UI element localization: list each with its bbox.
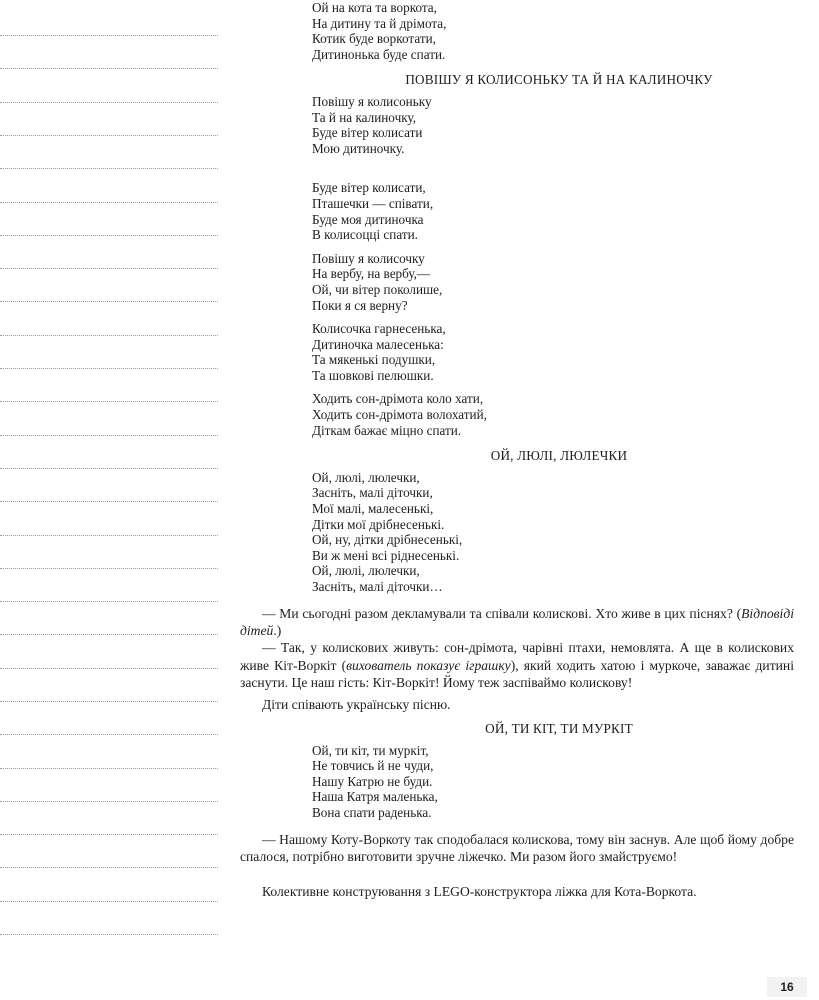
verse-line: Ой, ну, дітки дрібнесенькі, <box>312 532 463 548</box>
verse-line: Ой, чи вітер поколише, <box>312 281 443 297</box>
margin-note-line <box>0 568 218 569</box>
verse-line: Буде моя дитиночка <box>312 211 424 227</box>
paragraph-text: — Ми сьогодні разом декламували та співали колискові. Хто живе в цих піснях? ( <box>262 605 742 621</box>
paragraph-italic: вихователь показує іграшку <box>346 657 511 673</box>
margin-note-line <box>0 68 218 69</box>
margin-note-line <box>0 701 218 702</box>
verse-line: Засніть, малі діточки, <box>312 485 433 501</box>
verse-line: На дитину та й дрімота, <box>312 15 447 31</box>
paragraph-italic: Відповіді дітей <box>240 605 794 638</box>
paragraph-text: — Так, у колискових живуть: сон-дрімота, чарівні птахи, немовлята. А ще в колискових живе Кіт-Воркіт ( <box>240 640 794 673</box>
margin-note-line <box>0 601 218 602</box>
song-title-kit: ОЙ, ТИ КІТ, ТИ МУРКІТ <box>485 721 633 737</box>
margin-note-line <box>0 634 218 635</box>
verse-line: Не товчись й не чуди, <box>312 758 434 774</box>
verse-line: Нашу Катрю не буди. <box>312 773 433 789</box>
song-title-povishu: ПОВІШУ Я КОЛИСОНЬКУ ТА Й НА КАЛИНОЧКУ <box>405 72 713 88</box>
verse-line: Мої малі, малесенькі, <box>312 501 434 517</box>
margin-note-line <box>0 501 218 502</box>
paragraph-text: ), який ходить хатою і муркоче, заважає дитині заснути. Це наш гість: Кіт-Воркіт! Йому теж заспіваймо колискову! <box>240 657 794 691</box>
verse-line: Повішу я колисоньку <box>312 93 432 109</box>
verse-line: Дитинонька буде спати. <box>312 46 446 62</box>
verse-line: Буде вітер колисати <box>312 125 423 141</box>
margin-note-line <box>0 901 218 902</box>
intro-verse <box>312 0 794 62</box>
verse-line: В колисоцці спати. <box>312 227 418 243</box>
song1-stanza-2 <box>312 180 794 242</box>
verse-line: Вона спати раденька. <box>312 805 432 820</box>
verse-line: Дитиночка малесенька: <box>312 336 444 352</box>
verse-line: Пташечки — співати, <box>312 195 434 211</box>
verse-line: Ви ж мені всі ріднесенькі. <box>312 547 460 563</box>
notes-margin-lines <box>0 0 218 1000</box>
verse-line: Повішу я колисочку <box>312 250 425 266</box>
margin-note-line <box>0 401 218 402</box>
margin-note-line <box>0 535 218 536</box>
margin-note-line <box>0 834 218 835</box>
verse-line: Та мякенькі подушки, <box>312 352 436 368</box>
verse-line: Наша Катря маленька, <box>312 789 438 805</box>
margin-note-line <box>0 867 218 868</box>
paragraph-text: .) <box>273 623 282 638</box>
page-content <box>240 0 794 901</box>
margin-note-line <box>0 102 218 103</box>
verse-line: Ой на кота та воркота, <box>312 0 437 15</box>
verse-line: Буде вітер колисати, <box>312 180 426 196</box>
song1-stanza-4 <box>312 321 794 383</box>
paragraph-lego-activity: Колективне конструювання з LEGO-конструктора ліжка для Кота-Воркота. <box>262 884 697 900</box>
paragraph-answer <box>240 639 794 691</box>
verse-line: Ой, люлі, люлечки, <box>312 563 420 579</box>
verse-line: Та й на калиночку, <box>312 109 416 125</box>
verse-line: Ходить сон-дрімота коло хати, <box>312 391 484 407</box>
verse-line: Ой, ти кіт, ти муркіт, <box>312 742 429 758</box>
verse-line: На вербу, на вербу,— <box>312 266 431 282</box>
song-title-liuli: ОЙ, ЛЮЛІ, ЛЮЛЕЧКИ <box>490 448 628 464</box>
margin-note-line <box>0 202 218 203</box>
margin-note-line <box>0 168 218 169</box>
paragraph-question <box>240 605 794 640</box>
margin-note-line <box>0 301 218 302</box>
margin-note-line <box>0 335 218 336</box>
paragraph-cat-asleep: — Нашому Коту-Воркоту так сподобалася колискова, тому він заснув. Але щоб йому добре спалося, потрібно виготовити зручне ліжечко. Ми разом його змайструємо! <box>240 831 794 864</box>
margin-note-line <box>0 934 218 935</box>
margin-note-line <box>0 135 218 136</box>
verse-line: Засніть, малі діточки… <box>312 579 443 594</box>
margin-note-line <box>0 734 218 735</box>
song1-stanza-5 <box>312 391 794 438</box>
page-number: 16 <box>767 977 807 997</box>
song3-verse <box>312 743 794 821</box>
verse-line: Мою дитиночку. <box>312 140 405 156</box>
verse-line: Ходить сон-дрімота волохатий, <box>312 407 487 423</box>
verse-line: Поки я ся верну? <box>312 297 408 313</box>
margin-note-line <box>0 235 218 236</box>
margin-note-line <box>0 768 218 769</box>
verse-line: Колисочка гарнесенька, <box>312 321 446 337</box>
margin-note-line <box>0 801 218 802</box>
verse-line: Котик буде воркотати, <box>312 31 436 47</box>
margin-note-line <box>0 368 218 369</box>
verse-line: Ой, люлі, люлечки, <box>312 469 420 485</box>
song1-stanza-1 <box>312 94 794 156</box>
verse-line: Дітки мої дрібнесенькі. <box>312 516 445 532</box>
margin-note-line <box>0 668 218 669</box>
song2-verse <box>312 470 794 595</box>
margin-note-line <box>0 435 218 436</box>
margin-note-line <box>0 268 218 269</box>
margin-note-line <box>0 35 218 36</box>
paragraph-children-sing: Діти співають українську пісню. <box>262 696 451 712</box>
song1-stanza-3 <box>312 251 794 313</box>
verse-line: Діткам бажає міцно спати. <box>312 422 462 438</box>
verse-line: Та шовкові пелюшки. <box>312 367 434 383</box>
margin-note-line <box>0 468 218 469</box>
